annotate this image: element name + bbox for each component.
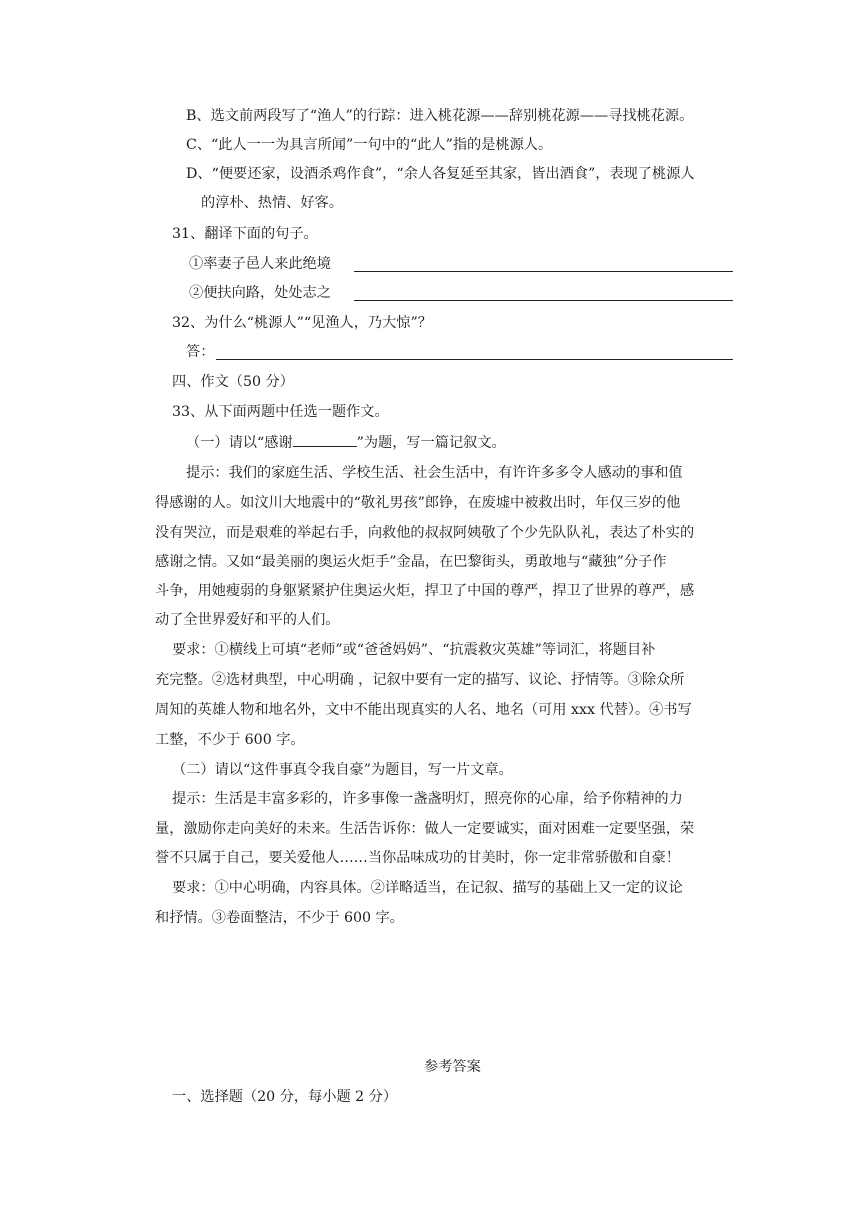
hint1-line1: 提示：我们的家庭生活、学校生活、社会生活中，有许许多多令人感动的事和值: [186, 465, 683, 481]
q31-sentence1: ①率妻子邑人来此绝境: [189, 256, 331, 272]
q32-answer-line[interactable]: [216, 345, 733, 360]
req1-line1: 要求：①横线上可填“老师”或“爸爸妈妈”、“抗震救灾英雄”等词汇，将题目补: [172, 642, 656, 658]
answers-section1: 一、选择题（20 分，每小题 2 分）: [172, 1089, 398, 1105]
q32-prompt: 32、为什么“桃源人”“见渔人，乃大惊”？: [172, 315, 432, 331]
topic1-title-post: ”为题，写一篇记叙文。: [356, 435, 506, 451]
hint2-line1: 提示：生活是丰富多彩的，许多事像一盏盏明灯，照亮你的心扉，给予你精神的力: [172, 791, 683, 807]
topic1-title-pre: （一）请以“感谢: [186, 435, 293, 451]
req2-line2: 和抒情。③卷面整洁，不少于 600 字。: [155, 910, 404, 926]
topic1-title: [186, 432, 506, 453]
q32-answer-label: 答：: [186, 344, 215, 360]
topic2-title: （二）请以“这件事真令我自豪”为题目，写一片文章。: [172, 762, 513, 778]
q31-answer-line-2[interactable]: [354, 286, 733, 301]
hint2-line3: 誉不只属于自己，要关爱他人……当你品味成功的甘美时，你一定非常骄傲和自豪！: [155, 850, 680, 866]
q31-answer-line-1[interactable]: [354, 257, 733, 272]
hint1-line4: 感谢之情。又如“最美丽的奥运火炬手”金晶，在巴黎街头，勇敢地与“藏独”分子作: [155, 554, 667, 570]
answers-title: 参考答案: [424, 1059, 481, 1075]
hint1-line5: 斗争，用她瘦弱的身躯紧紧护住奥运火炬，捍卫了中国的尊严，捍卫了世界的尊严，感: [155, 583, 695, 599]
topic1-blank[interactable]: [293, 432, 357, 447]
option-c: C、“此人一一为具言所闻”一句中的“此人”指的是桃源人。: [186, 137, 553, 153]
option-d-line1: D、“便要还家，设酒杀鸡作食”，“余人各复延至其家，皆出酒食”，表现了桃源人: [186, 166, 695, 182]
hint1-line3: 没有哭泣，而是艰难的举起右手，向救他的叔叔阿姨敬了个少先队队礼，表达了朴实的: [155, 525, 695, 541]
option-b: B、选文前两段写了“渔人”的行踪：进入桃花源——辞别桃花源——寻找桃花源。: [186, 108, 694, 124]
hint1-line2: 得感谢的人。如汶川大地震中的“敬礼男孩”郎铮，在废墟中被救出时，年仅三岁的他: [155, 495, 681, 511]
hint1-line6: 动了全世界爱好和平的人们。: [155, 612, 340, 628]
option-d-line2: 的淳朴、热情、好客。: [201, 195, 343, 211]
q33-prompt: 33、从下面两题中任选一题作文。: [172, 404, 389, 420]
req2-line1: 要求：①中心明确，内容具体。②详略适当，在记叙、描写的基础上又一定的议论: [172, 880, 683, 896]
req1-line4: 工整，不少于 600 字。: [155, 732, 305, 748]
req1-line3: 周知的英雄人物和地名外，文中不能出现真实的人名、地名（可用 xxx 代替）。④书写: [155, 702, 692, 718]
hint2-line2: 量，激励你走向美好的未来。生活告诉你：做人一定要诚实，面对困难一定要坚强，荣: [155, 821, 695, 837]
section4-heading: 四、作文（50 分）: [172, 374, 294, 390]
q31-sentence2: ②便扶向路，处处志之: [189, 285, 331, 301]
req1-line2: 充完整。②选材典型，中心明确 ，记叙中要有一定的描写、议论、抒情等。③除众所: [155, 672, 685, 688]
q31-prompt: 31、翻译下面的句子。: [172, 226, 318, 242]
